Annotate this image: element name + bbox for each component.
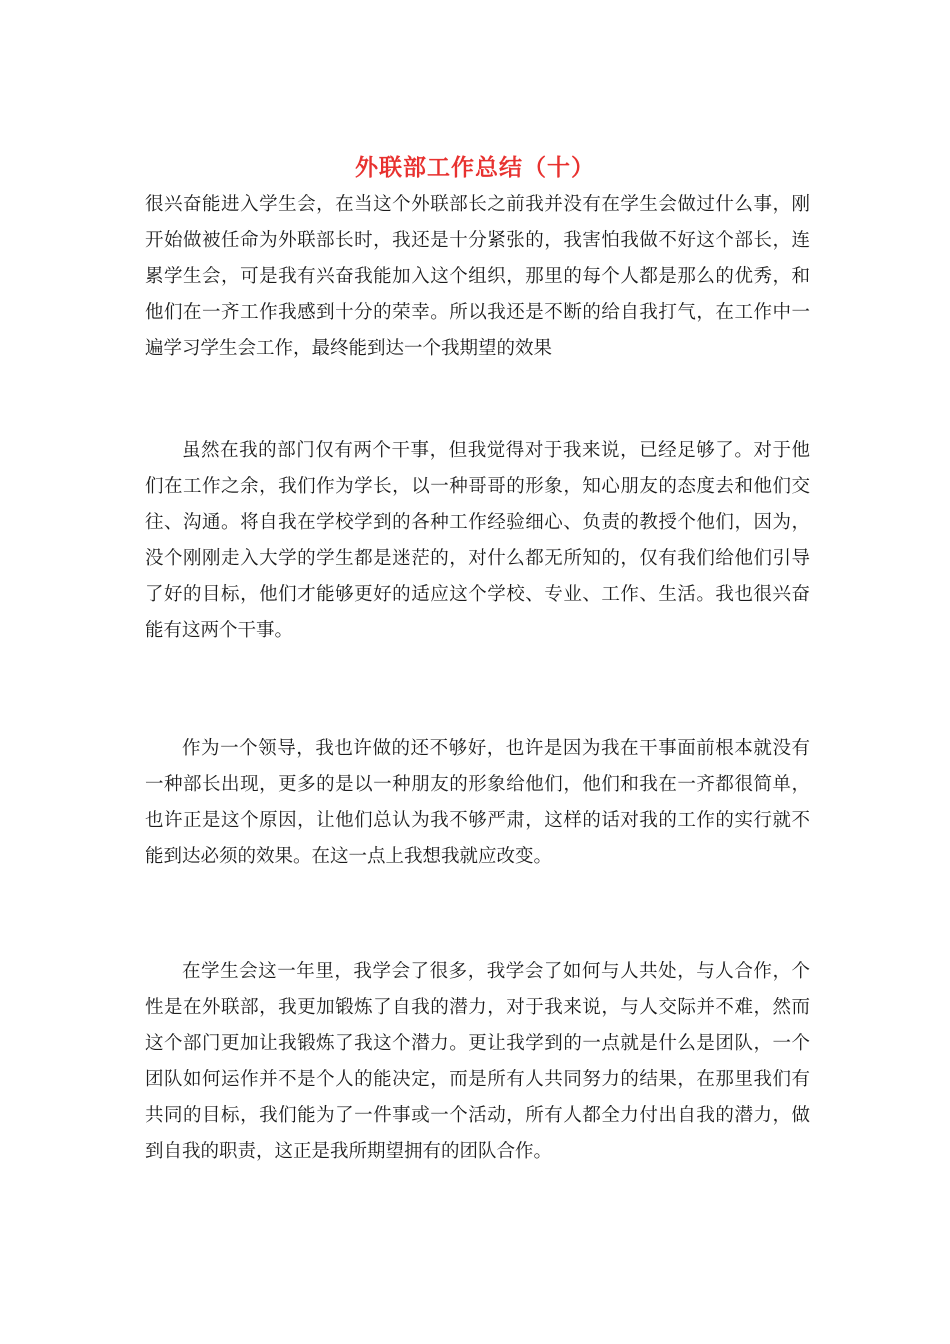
paragraph-2: 虽然在我的部门仅有两个干事，但我觉得对于我来说，已经足够了。对于他们在工作之余，我们作为学长，以一种哥哥的形象，知心朋友的态度去和他们交往、沟通。将自我在学校学到的各种工作经验细心、负责的教授个他们，因为，没个刚刚走入大学的学生都是迷茫的，对什么都无所知的，仅有我们给他们引导了好的目标，他们才能够更好的适应这个学校、专业、工作、生活。我也很兴奋能有这两个干事。 (145, 440, 810, 641)
paragraph-1: 很兴奋能进入学生会，在当这个外联部长之前我并没有在学生会做过什么事，刚开始做被任命为外联部长时，我还是十分紧张的，我害怕我做不好这个部长，连累学生会，可是我有兴奋我能加入这个组织，那里的每个人都是那么的优秀，和他们在一齐工作我感到十分的荣幸。所以我还是不断的给自我打气，在工作中一遍学习学生会工作，最终能到达一个我期望的效果 (145, 194, 810, 359)
paragraph-4: 在学生会这一年里，我学会了很多，我学会了如何与人共处，与人合作，个性是在外联部，我更加锻炼了自我的潜力，对于我来说，与人交际并不难，然而这个部门更加让我锻炼了我这个潜力。更让我学到的一点就是什么是团队，一个团队如何运作并不是个人的能决定，而是所有人共同努力的结果，在那里我们有共同的目标，我们能为了一件事或一个活动，所有人都全力付出自我的潜力，做到自我的职责，这正是我所期望拥有的团队合作。 (145, 961, 810, 1162)
document-title: 外联部工作总结（十） (355, 154, 595, 181)
paragraph-3: 作为一个领导，我也许做的还不够好，也许是因为我在干事面前根本就没有一种部长出现，更多的是以一种朋友的形象给他们，他们和我在一齐都很简单，也许正是这个原因，让他们总认为我不够严肃，这样的话对我的工作的实行就不能到达必须的效果。在这一点上我想我就应改变。 (145, 738, 810, 867)
